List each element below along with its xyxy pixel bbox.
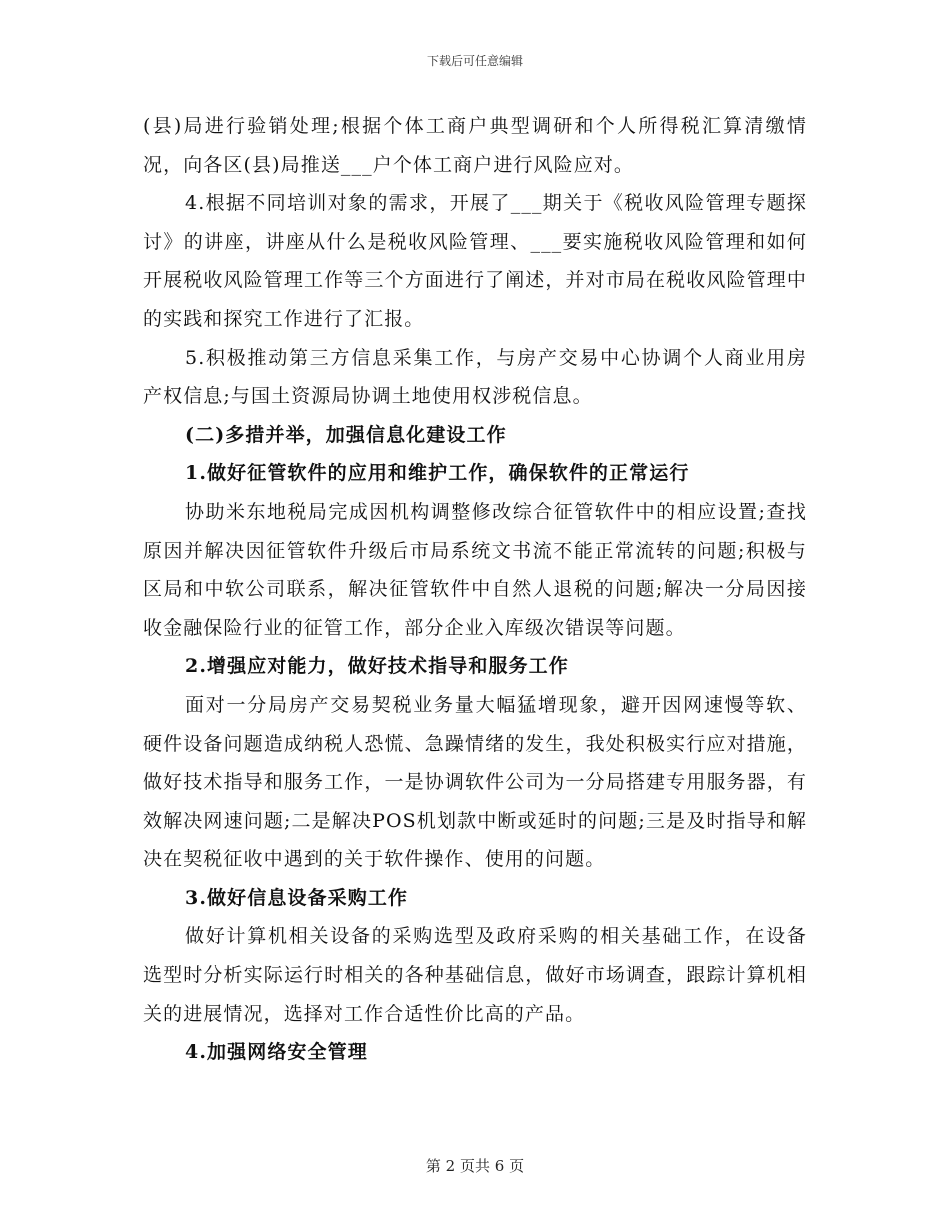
subheading-3: 3.做好信息设备采购工作: [185, 886, 409, 909]
document-body: [143, 107, 807, 1072]
paragraph-2: 4.根据不同培训对象的需求，开展了___期关于《税收风险管理专题探讨》的讲座，讲座从什么是税收风险管理、___要实施税收风险管理和如何开展税收风险管理工作等三个方面进行了阐述，并对市局在税收风险管理中的实践和探究工作进行了汇报。: [143, 192, 807, 330]
subheading-2: 2.增强应对能力，做好技术指导和服务工作: [185, 655, 569, 678]
paragraph-6: 做好计算机相关设备的采购选型及政府采购的相关基础工作，在设备选型时分析实际运行时相关的各种基础信息，做好市场调查，跟踪计算机相关的进展情况，选择对工作合适性价比高的产品。: [143, 925, 807, 1025]
section-heading-2: (二)多措并举，加强信息化建设工作: [185, 423, 507, 446]
page-footer: 第 2 页共 6 页: [425, 1157, 525, 1175]
paragraph-1: (县)局进行验销处理;根据个体工商户典型调研和个人所得税汇算清缴情况，向各区(县)局推送___户个体工商户进行风险应对。: [143, 115, 807, 176]
subheading-4: 4.加强网络安全管理: [185, 1041, 368, 1064]
paragraph-4: 协助米东地税局完成因机构调整修改综合征管软件中的相应设置;查找原因并解决因征管软件升级后市局系统文书流不能正常流转的问题;积极与区局和中软公司联系，解决征管软件中自然人退税的问题;解决一分局因接收金融保险行业的征管工作，部分企业入库级次错误等问题。: [143, 500, 807, 639]
subheading-1: 1.做好征管软件的应用和维护工作，确保软件的正常运行: [185, 462, 690, 485]
paragraph-5: 面对一分局房产交易契税业务量大幅猛增现象，避开因网速慢等软、硬件设备问题造成纳税人恐慌、急躁情绪的发生，我处积极实行应对措施，做好技术指导和服务工作，一是协调软件公司为一分局搭建专用服务器，有效解决网速问题;二是解决POS机划款中断或延时的问题;三是及时指导和解决在契税征收中遇到的关于软件操作、使用的问题。: [143, 693, 807, 871]
page-header: 下载后可任意编辑: [426, 54, 523, 68]
paragraph-3: 5.积极推动第三方信息采集工作，与房产交易中心协调个人商业用房产权信息;与国土资源局协调土地使用权涉税信息。: [143, 346, 807, 408]
